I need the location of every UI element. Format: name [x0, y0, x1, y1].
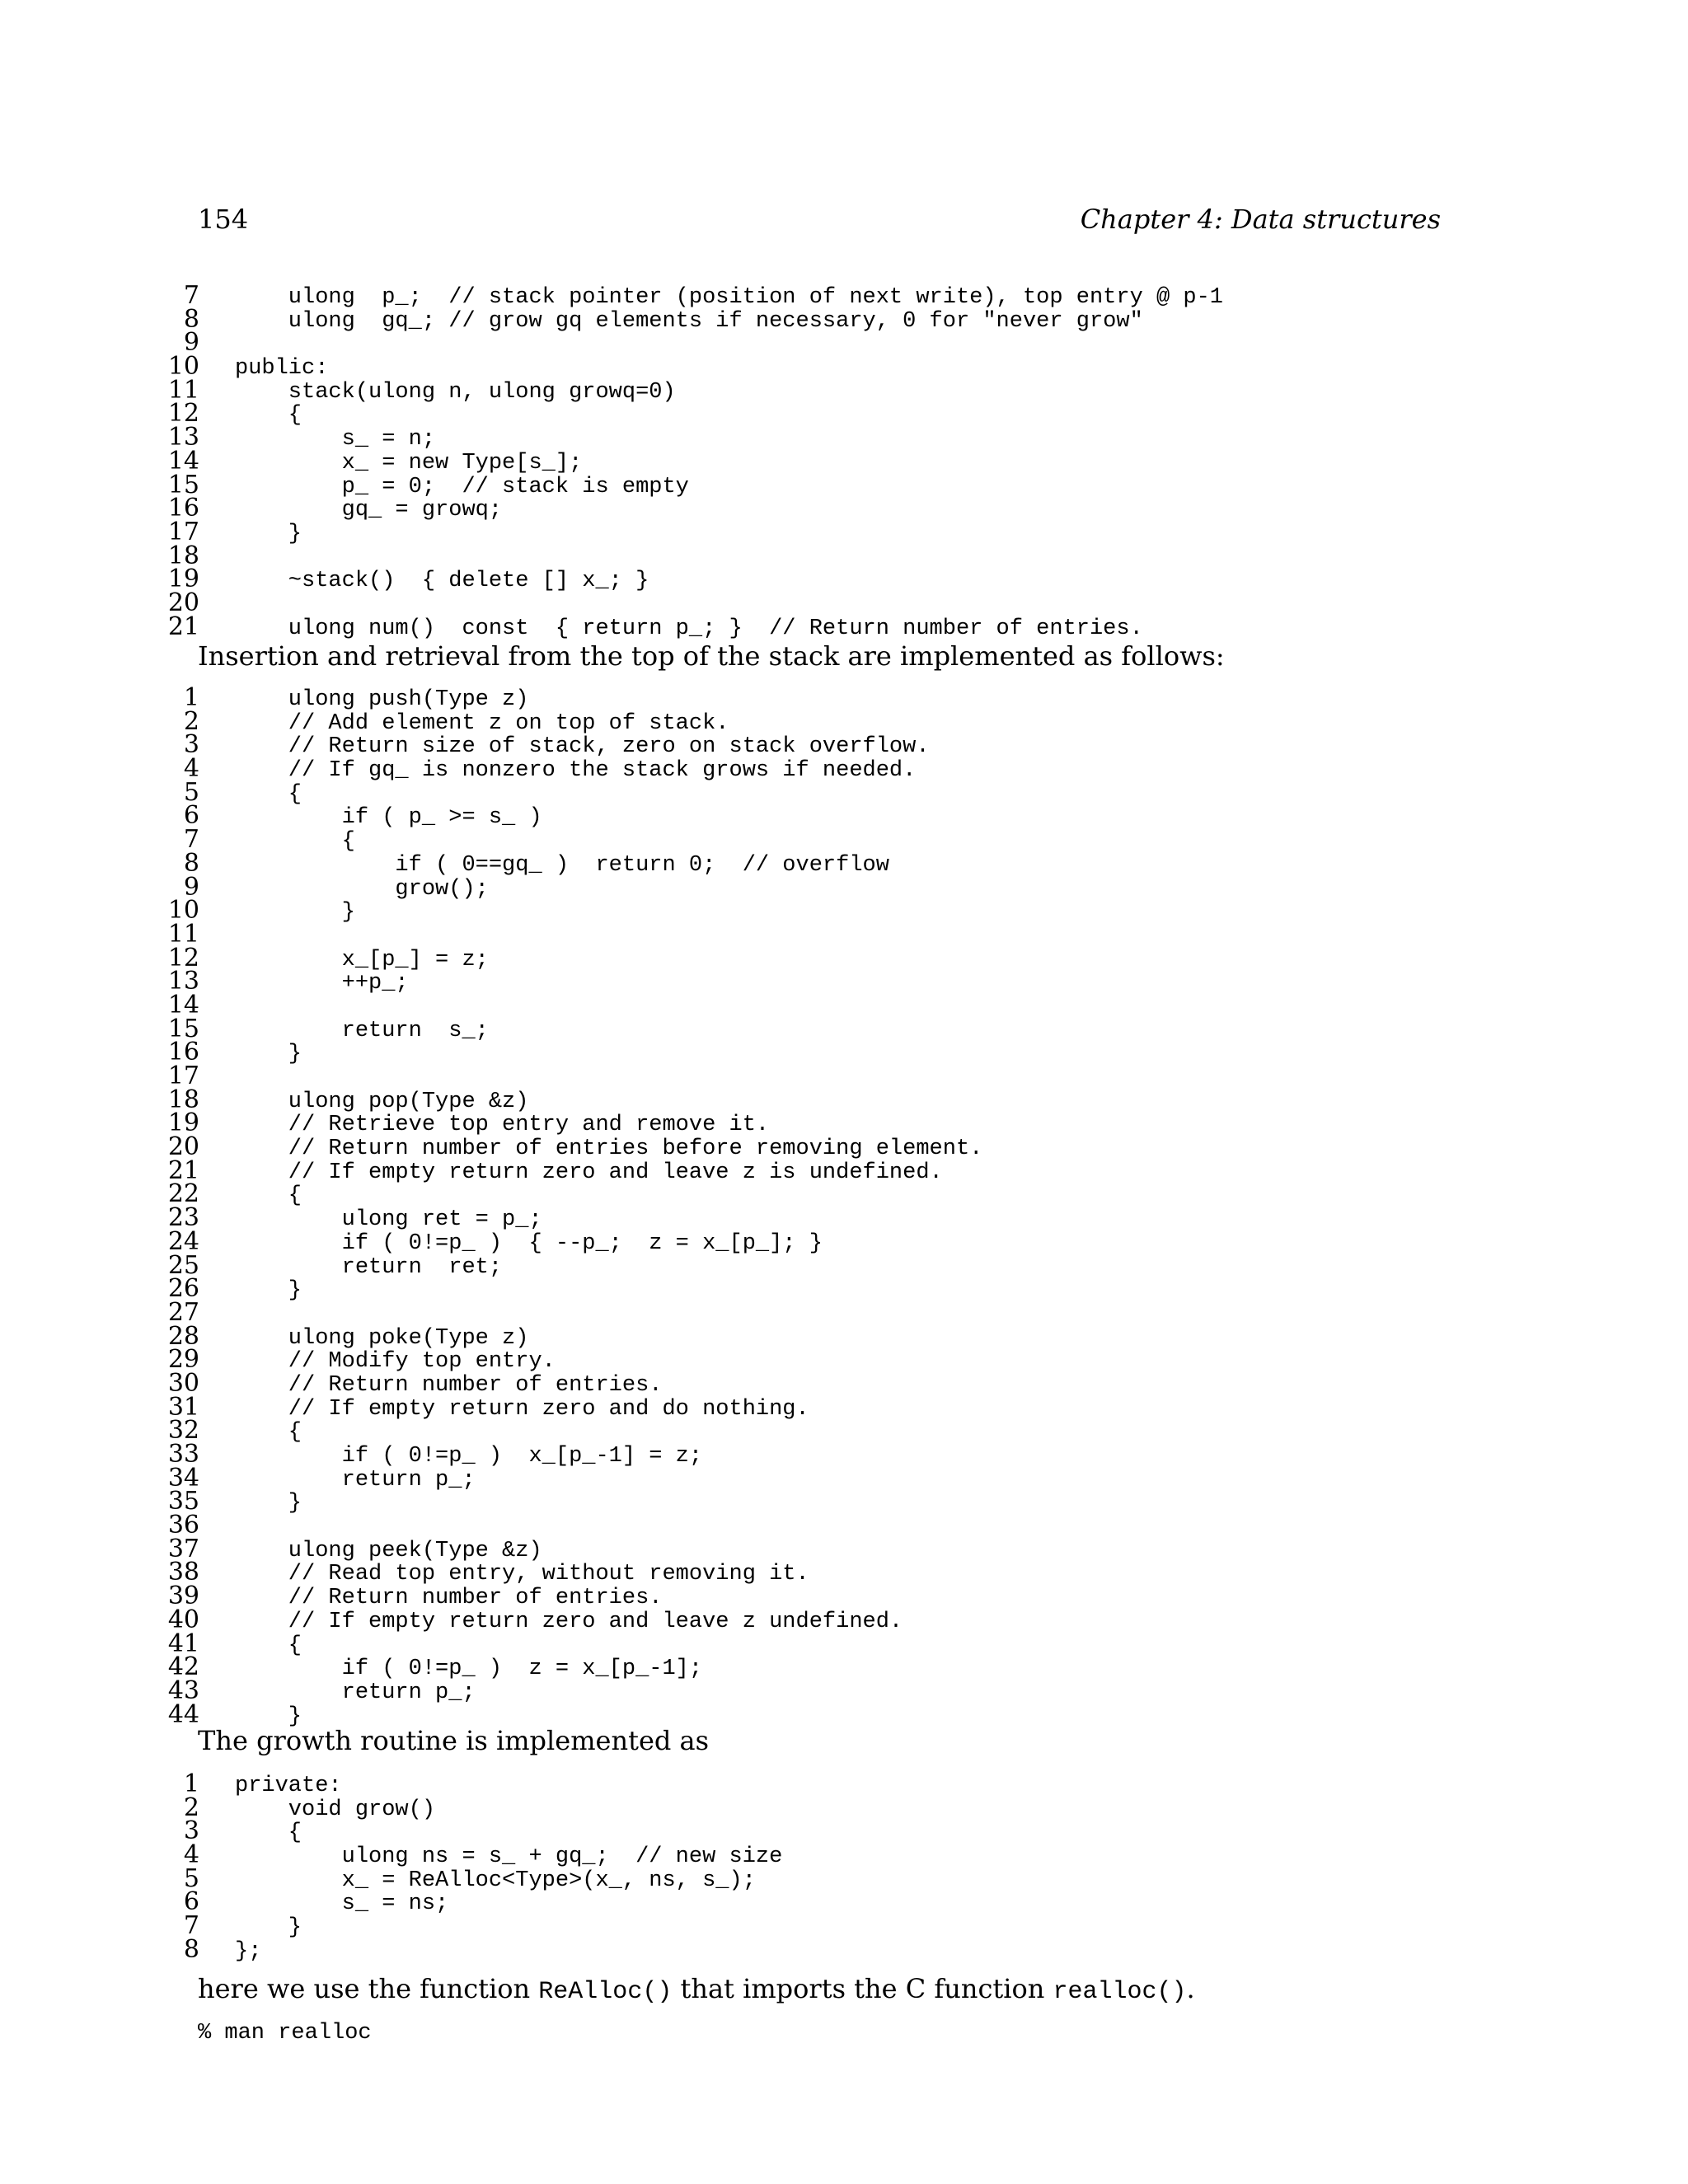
code-line	[0, 1203, 1688, 1233]
code-line	[0, 825, 1688, 855]
line-number: 41	[167, 1629, 199, 1658]
code-line	[0, 683, 1688, 712]
code-text: s_ = ns;	[235, 1891, 449, 1917]
code-line	[0, 919, 1688, 949]
code-text: x_[p_] = z;	[235, 947, 489, 972]
code-listing-grow	[0, 1769, 1688, 1964]
code-text: }	[235, 1491, 302, 1516]
line-number: 18	[167, 541, 199, 570]
code-line	[0, 990, 1688, 1019]
line-number: 12	[167, 399, 199, 429]
code-line	[0, 1155, 1688, 1185]
line-number: 6	[183, 801, 199, 831]
code-text: s_ = n;	[235, 427, 436, 452]
code-line	[0, 1558, 1688, 1587]
code-line	[0, 517, 1688, 546]
code-line	[0, 943, 1688, 972]
line-number: 14	[167, 990, 199, 1019]
line-number: 3	[183, 730, 199, 760]
line-number: 10	[167, 352, 199, 382]
code-line	[0, 1840, 1688, 1870]
code-text: }	[235, 1042, 302, 1067]
code-line	[0, 612, 1688, 641]
line-number: 16	[167, 1038, 199, 1067]
code-text: // Return number of entries before removing element.	[235, 1137, 983, 1162]
code-listing-push-pop-poke-peek	[0, 683, 1688, 1729]
code-line	[0, 399, 1688, 429]
realloc-text-3: .	[1186, 1973, 1195, 2004]
line-number: 26	[167, 1274, 199, 1304]
code-text: if ( 0!=p_ ) x_[p_-1] = z;	[235, 1444, 703, 1469]
line-number: 7	[183, 1911, 199, 1941]
code-line	[0, 1605, 1688, 1634]
code-line	[0, 1582, 1688, 1611]
code-text: ulong pop(Type &z)	[235, 1089, 529, 1114]
code-text: ulong gq_; // grow gq elements if necessary, 0 for "never grow"	[235, 308, 1143, 334]
line-number: 23	[167, 1203, 199, 1233]
code-line	[0, 1440, 1688, 1469]
code-line	[0, 1108, 1688, 1138]
code-line	[0, 541, 1688, 570]
line-number: 16	[167, 494, 199, 523]
code-line	[0, 328, 1688, 358]
code-text: if ( p_ >= s_ )	[235, 805, 542, 831]
line-number: 19	[167, 565, 199, 594]
line-number: 14	[167, 446, 199, 476]
line-number: 28	[167, 1321, 199, 1351]
line-number: 30	[167, 1368, 199, 1398]
line-number: 34	[167, 1463, 199, 1493]
code-text: x_ = ReAlloc<Type>(x_, ns, s_);	[235, 1868, 756, 1893]
line-number: 1	[183, 1769, 199, 1798]
line-number: 7	[183, 825, 199, 855]
code-text: {	[235, 1633, 302, 1658]
code-line	[0, 1463, 1688, 1493]
line-number: 5	[183, 777, 199, 807]
code-line	[0, 777, 1688, 807]
code-text: // If empty return zero and leave z undefined.	[235, 1609, 903, 1634]
line-number: 24	[167, 1226, 199, 1256]
code-line	[0, 967, 1688, 996]
line-number: 12	[167, 943, 199, 972]
code-line	[0, 1014, 1688, 1043]
code-line	[0, 1226, 1688, 1256]
code-text: }	[235, 1278, 302, 1304]
code-line	[0, 1816, 1688, 1846]
code-line	[0, 1652, 1688, 1682]
line-number: 9	[183, 872, 199, 902]
code-text: ulong poke(Type z)	[235, 1325, 529, 1351]
realloc-code-2: realloc()	[1053, 1978, 1187, 2006]
code-text: ulong num() const { return p_; } // Return number of entries.	[235, 616, 1143, 641]
code-line	[0, 565, 1688, 594]
line-number: 6	[183, 1887, 199, 1917]
man-command: % man realloc	[198, 2021, 372, 2046]
line-number: 2	[183, 1793, 199, 1822]
code-line	[0, 1132, 1688, 1162]
code-line	[0, 1863, 1688, 1893]
code-text: // Read top entry, without removing it.	[235, 1562, 809, 1587]
line-number: 25	[167, 1250, 199, 1280]
code-text: stack(ulong n, ulong growq=0)	[235, 379, 676, 405]
code-text: ++p_;	[235, 971, 409, 996]
code-line	[0, 1534, 1688, 1563]
line-number: 17	[167, 1062, 199, 1090]
code-text: }	[235, 521, 302, 546]
code-text: // Add element z on top of stack.	[235, 710, 729, 736]
code-line	[0, 1934, 1688, 1964]
code-line	[0, 352, 1688, 382]
code-line	[0, 1062, 1688, 1090]
line-number: 33	[167, 1440, 199, 1469]
line-number: 44	[167, 1699, 199, 1729]
line-number: 36	[167, 1511, 199, 1540]
code-text: // If empty return zero and do nothing.	[235, 1396, 809, 1422]
code-text: public:	[235, 356, 329, 382]
code-line	[0, 1368, 1688, 1398]
line-number: 5	[183, 1863, 199, 1893]
code-text: };	[235, 1938, 262, 1964]
code-line	[0, 1179, 1688, 1209]
line-number: 10	[167, 896, 199, 926]
code-text: private:	[235, 1774, 342, 1798]
line-number: 35	[167, 1487, 199, 1516]
realloc-text-1: here we use the function	[198, 1973, 539, 2004]
code-line	[0, 375, 1688, 405]
code-line	[0, 1345, 1688, 1375]
line-number: 2	[183, 706, 199, 736]
code-line	[0, 754, 1688, 784]
code-text: if ( 0!=p_ ) z = x_[p_-1];	[235, 1657, 703, 1682]
code-text: return s_;	[235, 1018, 489, 1043]
code-line	[0, 730, 1688, 760]
code-text: grow();	[235, 876, 489, 902]
code-text: }	[235, 900, 355, 926]
line-number: 32	[167, 1416, 199, 1446]
line-number: 20	[167, 1132, 199, 1162]
code-line	[0, 896, 1688, 926]
code-line	[0, 494, 1688, 523]
line-number: 21	[167, 1155, 199, 1185]
line-number: 15	[167, 470, 199, 499]
line-number: 43	[167, 1675, 199, 1705]
code-line	[0, 1487, 1688, 1516]
code-line	[0, 1085, 1688, 1114]
code-line	[0, 588, 1688, 617]
realloc-code-1: ReAlloc()	[538, 1978, 673, 2006]
code-text: // Return number of entries.	[235, 1372, 663, 1398]
code-line	[0, 470, 1688, 499]
code-line	[0, 1250, 1688, 1280]
line-number: 7	[183, 281, 199, 310]
code-text: ulong ns = s_ + gq_; // new size	[235, 1844, 783, 1870]
line-number: 39	[167, 1582, 199, 1611]
code-line	[0, 801, 1688, 831]
code-text: {	[235, 1420, 302, 1446]
line-number: 18	[167, 1085, 199, 1114]
code-line	[0, 1416, 1688, 1446]
code-text: return p_;	[235, 1467, 476, 1493]
code-text: ulong p_; // stack pointer (position of next write), top entry @ p-1	[235, 285, 1223, 310]
code-line	[0, 1793, 1688, 1822]
code-line	[0, 281, 1688, 310]
line-number: 38	[167, 1558, 199, 1587]
line-number: 29	[167, 1345, 199, 1375]
code-line	[0, 1392, 1688, 1422]
code-line	[0, 706, 1688, 736]
line-number: 42	[167, 1652, 199, 1682]
line-number: 11	[167, 375, 199, 405]
line-number: 37	[167, 1534, 199, 1563]
code-text: // Return size of stack, zero on stack overflow.	[235, 734, 930, 760]
code-text: {	[235, 1821, 302, 1846]
code-text: // Return number of entries.	[235, 1586, 663, 1611]
code-text: // If empty return zero and leave z is undefined.	[235, 1160, 943, 1185]
line-number: 13	[167, 967, 199, 996]
line-number: 31	[167, 1392, 199, 1422]
code-text: }	[235, 1704, 302, 1729]
growth-paragraph: The growth routine is implemented as	[198, 1725, 710, 1756]
line-number: 13	[167, 423, 199, 452]
code-text: void grow()	[235, 1797, 436, 1822]
code-text: x_ = new Type[s_];	[235, 450, 583, 476]
code-line	[0, 1321, 1688, 1351]
line-number: 15	[167, 1014, 199, 1043]
code-line	[0, 1629, 1688, 1658]
code-text: if ( 0==gq_ ) return 0; // overflow	[235, 852, 889, 878]
code-text: if ( 0!=p_ ) { --p_; z = x_[p_]; }	[235, 1230, 823, 1256]
code-line	[0, 304, 1688, 334]
code-text: return p_;	[235, 1680, 476, 1705]
code-text: ulong ret = p_;	[235, 1207, 542, 1233]
code-text: {	[235, 1183, 302, 1209]
code-line	[0, 872, 1688, 902]
code-line	[0, 1675, 1688, 1705]
code-line	[0, 1911, 1688, 1941]
line-number: 21	[167, 612, 199, 641]
code-text: }	[235, 1915, 302, 1941]
line-number: 9	[183, 328, 199, 358]
realloc-text-2: that imports the C function	[672, 1973, 1053, 2004]
code-line	[0, 1769, 1688, 1798]
code-text: return ret;	[235, 1254, 503, 1280]
line-number: 19	[167, 1108, 199, 1138]
line-number: 20	[167, 588, 199, 617]
code-line	[0, 1297, 1688, 1327]
code-listing-stack-constructor	[0, 281, 1688, 641]
code-text: // If gq_ is nonzero the stack grows if needed.	[235, 758, 917, 784]
line-number: 8	[183, 1934, 199, 1964]
code-line	[0, 1274, 1688, 1304]
line-number: 40	[167, 1605, 199, 1634]
page-number: 154	[198, 204, 249, 235]
code-text: p_ = 0; // stack is empty	[235, 474, 689, 499]
code-line	[0, 423, 1688, 452]
code-text: ulong push(Type z)	[235, 687, 529, 712]
line-number: 17	[167, 517, 199, 546]
code-text: {	[235, 403, 302, 429]
code-line	[0, 848, 1688, 878]
code-line	[0, 1038, 1688, 1067]
code-text: ~stack() { delete [] x_; }	[235, 569, 649, 594]
code-line	[0, 1887, 1688, 1917]
line-number: 3	[183, 1816, 199, 1846]
line-number: 1	[183, 683, 199, 712]
line-number: 4	[183, 1840, 199, 1870]
code-text: {	[235, 781, 302, 807]
line-number: 4	[183, 754, 199, 784]
chapter-title: Chapter 4: Data structures	[1080, 204, 1441, 235]
code-text: // Modify top entry.	[235, 1349, 556, 1375]
code-line	[0, 1511, 1688, 1540]
code-text: // Retrieve top entry and remove it.	[235, 1113, 770, 1138]
code-text: gq_ = growq;	[235, 498, 503, 523]
code-text: {	[235, 829, 355, 855]
code-line	[0, 446, 1688, 476]
line-number: 11	[167, 919, 199, 949]
code-text: ulong peek(Type &z)	[235, 1538, 542, 1563]
line-number: 8	[183, 848, 199, 878]
line-number: 22	[167, 1179, 199, 1209]
line-number: 27	[167, 1297, 199, 1327]
insertion-paragraph: Insertion and retrieval from the top of the stack are implemented as follows:	[198, 640, 1225, 672]
realloc-paragraph	[198, 1972, 1195, 2008]
line-number: 8	[183, 304, 199, 334]
